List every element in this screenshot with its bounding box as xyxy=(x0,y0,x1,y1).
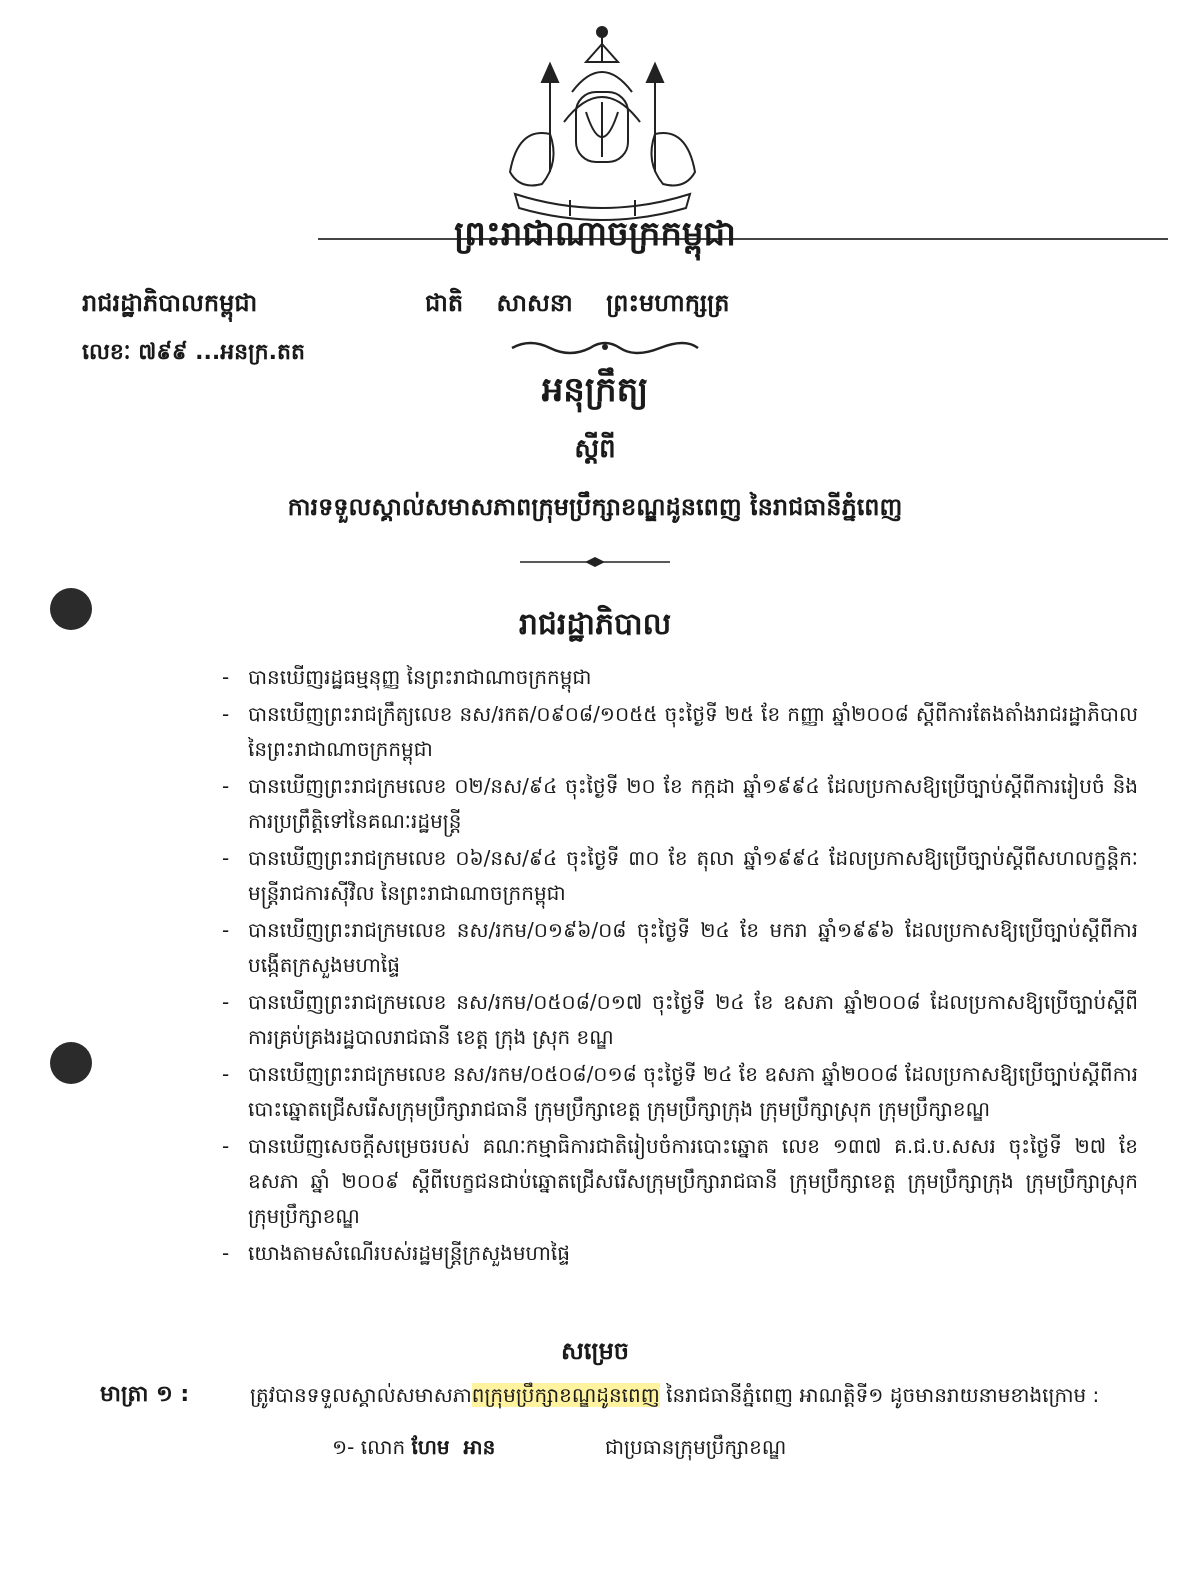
consideration-text: បានឃើញព្រះរាជក្រមលេខ ០៦/នស/៩៤ ចុះថ្ងៃទី ៣០ ខែ តុលា ឆ្នាំ១៩៩៤ ដែលប្រកាសឱ្យប្រើច្បាប់ស្តីពីសហលក្ខន្តិកៈមន្ត្រីរាជការស៊ីវិល នៃព្រះរាជាណាចក្រកម្ពុជា xyxy=(248,846,1138,905)
motto-nation: ជាតិ xyxy=(425,289,464,317)
government-heading: រាជរដ្ឋាភិបាល xyxy=(518,607,672,642)
consideration-text: បានឃើញព្រះរាជក្រមលេខ ០២/នស/៩៤ ចុះថ្ងៃទី ២០ ខែ កក្កដា ឆ្នាំ១៩៩៤ ដែលប្រកាសឱ្យប្រើច្បាប់ស្តីពីការរៀបចំ និងការប្រព្រឹត្តិទៅនៃគណៈរដ្ឋមន្ត្រី xyxy=(248,774,1138,833)
consideration-item xyxy=(218,913,1138,983)
motto-king: ព្រះមហាក្សត្រ xyxy=(606,289,730,317)
consideration-item xyxy=(218,1129,1138,1234)
consideration-item xyxy=(218,660,1138,695)
consideration-text: បានឃើញព្រះរាជក្រឹត្យលេខ នស/រកត/០៩០៨/១០៥៥ ចុះថ្ងៃទី ២៥ ខែ កញ្ញា ឆ្នាំ២០០៨ ស្តីពីការតែងតាំងរាជរដ្ឋាភិបាល នៃព្រះរាជាណាចក្រកម្ពុជា xyxy=(248,702,1138,761)
article-1-text-end: នៃរាជធានីភ្នំពេញ អាណត្តិទី១ ដូចមានរាយនាមខាងក្រោម : xyxy=(659,1383,1100,1407)
article-1-highlighted-text: ពក្រុមប្រឹក្សាខណ្ឌដូនពេញ xyxy=(471,1383,660,1407)
member-title: លោក xyxy=(360,1435,406,1459)
bullet: - xyxy=(222,774,230,798)
consideration-item xyxy=(218,1057,1138,1127)
kingdom-title: ព្រះរាជាណាចក្រកម្ពុជា xyxy=(454,214,736,254)
government-name: រាជរដ្ឋាភិបាលកម្ពុជា xyxy=(82,289,258,317)
decision-heading: សម្រេច xyxy=(560,1337,630,1365)
about-label: ស្តីពី xyxy=(574,434,616,464)
consideration-text: បានឃើញរដ្ឋធម្មនុញ្ញ នៃព្រះរាជាណាចក្រកម្ពុជា xyxy=(248,665,592,689)
decree-subject: ការទទួលស្គាល់សមាសភាពក្រុមប្រឹក្សាខណ្ឌដូនពេញ នៃរាជធានីភ្នំពេញ xyxy=(287,493,903,521)
consideration-item xyxy=(218,1236,1138,1271)
consideration-item xyxy=(218,697,1138,767)
consideration-text: បានឃើញសេចក្តីសម្រេចរបស់ គណៈកម្មាធិការជាតិរៀបចំការបោះឆ្នោត លេខ ១៣៧ គ.ជ.ប.សសរ ចុះថ្ងៃទី ២៧ ខែ ឧសភា ឆ្នាំ ២០០៩ ស្តីពីបេក្ខជនជាប់ឆ្នោតជ្រើសរើសក្រុមប្រឹក្សារាជធានី ក្រុមប្រឹក្សាខេត្ត ក្រុមប្រឹក្សាក្រុង ក្រុមប្រឹក្សាស្រុក ក្រុមប្រឹក្សាខណ្ឌ xyxy=(248,1134,1138,1228)
bullet: - xyxy=(222,1134,230,1158)
consideration-text: បានឃើញព្រះរាជក្រមលេខ នស/រកម/០១៩៦/០៨ ចុះថ្ងៃទី ២៤ ខែ មករា ឆ្នាំ១៩៩៦ ដែលប្រកាសឱ្យប្រើច្បាប់ស្តីពីការបង្កើតក្រសួងមហាផ្ទៃ xyxy=(248,918,1138,977)
consideration-text: បានឃើញព្រះរាជក្រមលេខ នស/រកម/០៥០៨/០១៨ ចុះថ្ងៃទី ២៤ ខែ ឧសភា ឆ្នាំ២០០៨ ដែលប្រកាសឱ្យប្រើច្បាប់ស្តីពីការបោះឆ្នោតជ្រើសរើសក្រុមប្រឹក្សារាជធានី ក្រុមប្រឹក្សាខេត្ត ក្រុមប្រឹក្សាក្រុង ក្រុមប្រឹក្សាស្រុក ក្រុមប្រឹក្សាខណ្ឌ xyxy=(248,1062,1138,1121)
motto-religion: សាសនា xyxy=(496,289,573,317)
binder-hole-bottom xyxy=(50,1042,92,1084)
ornament-separator xyxy=(520,556,670,568)
consideration-text: យោងតាមសំណើរបស់រដ្ឋមន្ត្រីក្រសួងមហាផ្ទៃ xyxy=(248,1241,570,1265)
member-index: ១- xyxy=(332,1435,355,1459)
article-1-text-start: ត្រូវបានទទួលស្គាល់សមាសភា xyxy=(250,1383,472,1407)
consideration-item xyxy=(218,985,1138,1055)
article-1-text xyxy=(250,1382,1099,1412)
bullet: - xyxy=(222,990,230,1014)
member-entry xyxy=(332,1434,495,1464)
bullet: - xyxy=(222,1062,230,1086)
bullet: - xyxy=(222,918,230,942)
considerations-list xyxy=(218,660,1138,1273)
national-motto xyxy=(425,288,730,323)
member-name: ហែម អាន xyxy=(411,1435,496,1459)
royal-coat-of-arms-emblem xyxy=(490,22,715,222)
consideration-item xyxy=(218,841,1138,911)
consideration-item xyxy=(218,769,1138,839)
decree-title: អនុក្រឹត្យ xyxy=(541,370,649,410)
member-role: ជាប្រធានក្រុមប្រឹក្សាខណ្ឌ xyxy=(605,1435,787,1459)
document-number: លេខៈ ៧៩៩ ...អនក្រ.តត xyxy=(82,340,305,365)
article-1-label: មាត្រា ១ : xyxy=(100,1382,190,1407)
consideration-text: បានឃើញព្រះរាជក្រមលេខ នស/រកម/០៥០៨/០១៧ ចុះថ្ងៃទី ២៤ ខែ ឧសភា ឆ្នាំ២០០៨ ដែលប្រកាសឱ្យប្រើច្បាប់ស្តីពីការគ្រប់គ្រងរដ្ឋបាលរាជធានី ខេត្ត ក្រុង ស្រុក ខណ្ឌ xyxy=(248,990,1138,1049)
bullet: - xyxy=(222,846,230,870)
bullet: - xyxy=(222,1241,230,1265)
ornament-divider xyxy=(510,336,700,358)
bullet: - xyxy=(222,665,230,689)
bullet: - xyxy=(222,702,230,726)
